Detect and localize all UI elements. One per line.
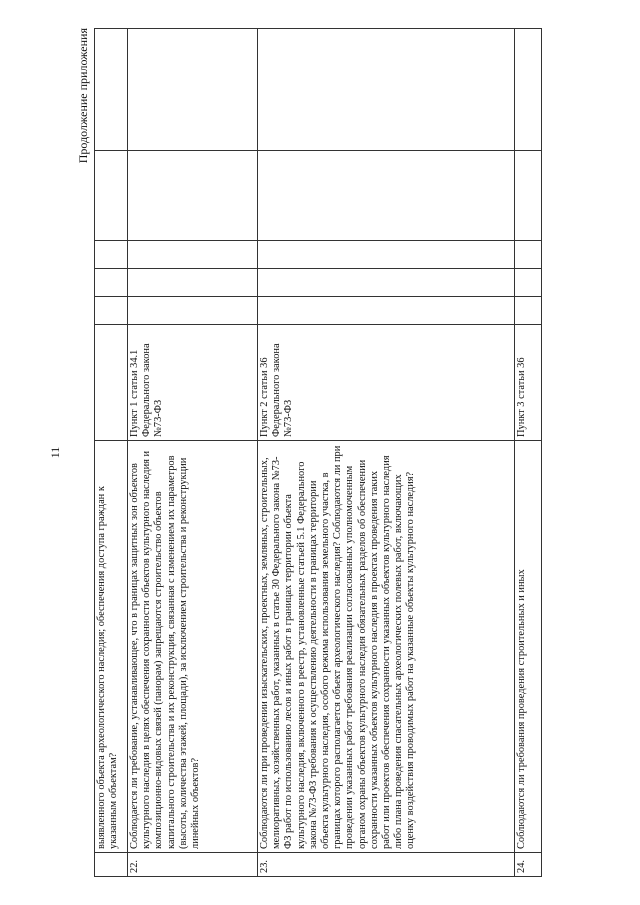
note-cell <box>258 151 515 241</box>
answer-cell-no <box>515 269 542 297</box>
table-row <box>95 29 128 877</box>
note-cell <box>95 151 128 241</box>
checklist-table <box>94 28 542 877</box>
comment-cell <box>515 29 542 151</box>
reference-cell: Пункт 2 статьи 36 Федерального закона №73-ФЗ <box>258 325 515 441</box>
answer-cell-na <box>258 241 515 269</box>
comment-cell <box>95 29 128 151</box>
table-row <box>128 29 258 877</box>
row-number: 24. <box>515 853 542 877</box>
continued-label: Продолжение приложения <box>76 28 90 164</box>
row-number: 22. <box>128 853 258 877</box>
note-cell <box>128 151 258 241</box>
page-number: 11 <box>48 446 62 459</box>
answer-cell-na <box>95 241 128 269</box>
reference-cell <box>95 325 128 441</box>
question-cell: выявленного объекта археологического наследия; обеспечения доступа граждан к указанным объектам? <box>95 441 128 853</box>
table-row <box>515 29 542 877</box>
reference-cell: Пункт 1 статьи 34.1 Федерального закона №73-ФЗ <box>128 325 258 441</box>
answer-cell-yes <box>258 297 515 325</box>
table-row <box>258 29 515 877</box>
answer-cell-no <box>95 269 128 297</box>
question-cell: Соблюдаются ли требования проведения строительных и иных <box>515 441 542 853</box>
answer-cell-yes <box>95 297 128 325</box>
answer-cell-na <box>128 241 258 269</box>
question-cell: Соблюдаются ли при проведении изыскательских, проектных, земляных, строительных, мелиоративных, хозяйственных работ, указанных в статье 30 Федерального закона №73-ФЗ работ по использованию лесов и иных работ в границах территории объекта культурного наследия, включенного в реестр, установленные статьей 5.1 Федерального закона №73-ФЗ требования к осуществлению деятельности в границах территории объекта культурного наследия, особого режима использования земельного участка, в границах которого располагается объект археологического наследия? Соблюдаются ли при проведении указанных работ требования реализации согласованных уполномоченным органом охраны объектов культурного наследия обязательных разделов об обеспечении сохранности указанных объектов культурного наследия в проектах проведения таких работ или проектов обеспечения сохранности указанных объектов культурного наследия либо плана проведения спасательных археологических полевых работ, включающих оценку воздействия проводимых работ на указанные объекты культурного наследия? <box>258 441 515 853</box>
answer-cell-no <box>128 269 258 297</box>
comment-cell <box>258 29 515 151</box>
answer-cell-yes <box>128 297 258 325</box>
answer-cell-no <box>258 269 515 297</box>
answer-cell-yes <box>515 297 542 325</box>
answer-cell-na <box>515 241 542 269</box>
question-cell: Соблюдается ли требование, устанавливающее, что в границах защитных зон объектов культурного наследия в целях обеспечения сохранности объектов культурного наследия и композиционно-видовых связей (панорам) запрещаются строительство объектов капитального строительства и их реконструкция, связанная с изменением их параметров (высоты, количества этажей, площади), за исключением строительства и реконструкции линейных объектов? <box>128 441 258 853</box>
row-number <box>95 853 128 877</box>
comment-cell <box>128 29 258 151</box>
row-number: 23. <box>258 853 515 877</box>
note-cell <box>515 151 542 241</box>
reference-cell: Пункт 3 статьи 36 <box>515 325 542 441</box>
